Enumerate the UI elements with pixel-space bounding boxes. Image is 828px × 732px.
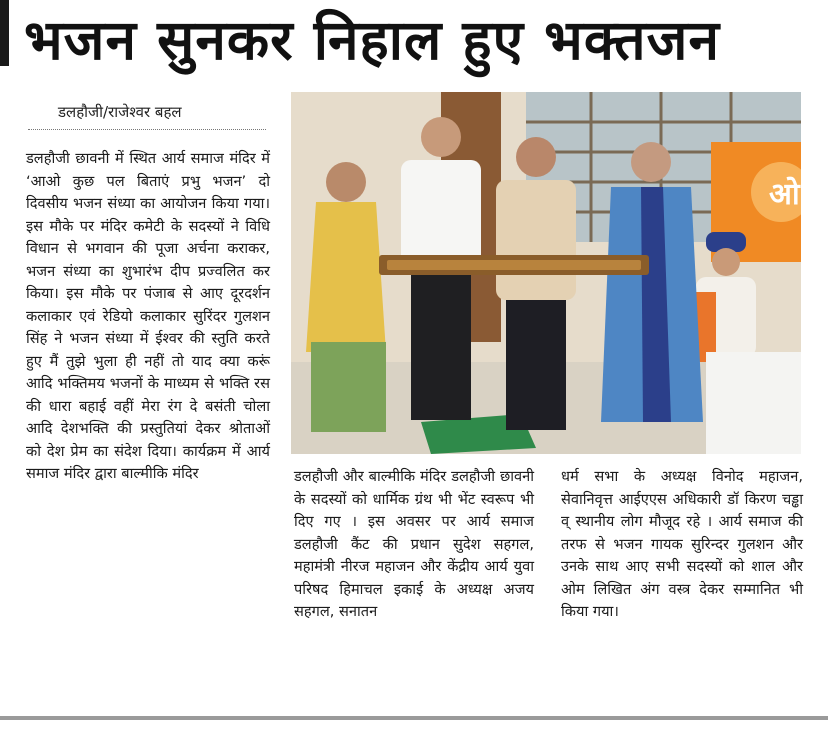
event-photo-illustration (291, 92, 801, 454)
event-photo (291, 92, 801, 454)
banner-om-text: ओ (769, 177, 800, 212)
byline-divider (28, 129, 266, 130)
article-column-3: धर्म सभा के अध्यक्ष विनोद महाजन, सेवानिवृत्त आईएएस अधिकारी डॉ किरण चड्ढा व् स्थानीय लोग मौजूद रहे । आर्य समाज की तरफ से भजन गायक सुरिन्दर गुलशन और उनके साथ आए सभी सदस्यों को शाल और ओम लिखित अंग वस्त्र देकर सम्मानित भी किया गया। (561, 468, 803, 620)
headline: भजन सुनकर निहाल हुए भक्तजन (24, 8, 720, 72)
byline: डलहौजी/राजेश्वर बहल (58, 103, 182, 121)
article-column-1: डलहौजी छावनी में स्थित आर्य समाज मंदिर में ‘आओ कुछ पल बिताएं प्रभु भजन’ दो दिवसीय भजन संध्या का आयोजन किया गया। इस मौके पर मंदिर कमेटी के सदस्यों ने विधि विधान से भगवान की पूजा अर्चना कराकर, भजन संध्या का शुभारंभ दीप प्रज्वलित कर किया। इस मौके पर पंजाब से आए दूरदर्शन कलाकार एवं रेडियो कलाकार सुरिंदर गुलशन सिंह ने भजन संध्या में ईश्वर की स्तुति करते हुए मैं तुझे भुला ही नहीं तो याद क्या करूं आदि भक्तिमय भजनों के माध्यम से भक्ति रस की धारा बहाई वहीं मेरा रंग दे बसंती चोला आदि देशभक्ति की प्रस्तुतियां देकर श्रोताओं को देश प्रेम का संदेश दिया। कार्यक्रम में आर्य समाज मंदिर द्वारा बाल्मीकि मंदिर (26, 150, 270, 482)
article-column-2: डलहौजी और बाल्मीकि मंदिर डलहौजी छावनी के सदस्यों को धार्मिक ग्रंथ भी भेंट स्वरूप भी दिए गए । इस अवसर पर आर्य समाज डलहौजी कैंट की प्रधान सुदेश सहगल, महामंत्री नीरज महाजन और केंद्रीय आर्य युवा परिषद हिमाचल इकाई के अध्यक्ष अजय सहगल, सनातन (294, 468, 534, 620)
bottom-divider (0, 716, 828, 720)
headline-marker-bar (0, 0, 9, 66)
